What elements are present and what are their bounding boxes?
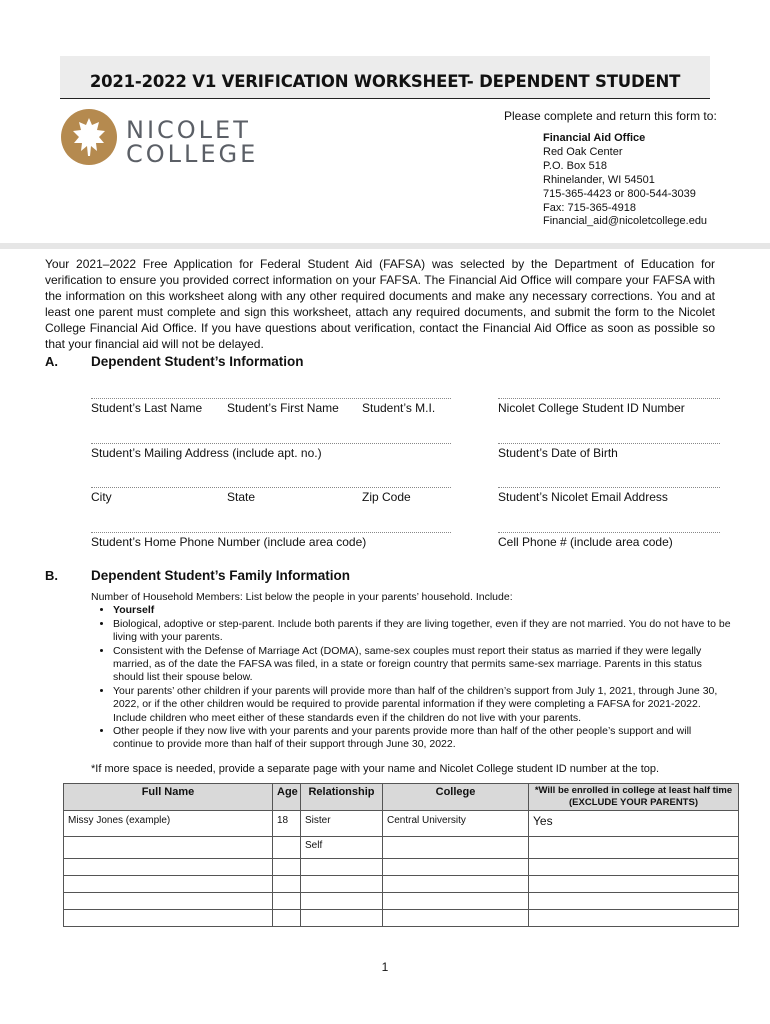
cell-college[interactable] — [383, 837, 529, 859]
page-title: 2021-2022 V1 VERIFICATION WORKSHEET- DEPENDENT STUDENT — [89, 72, 681, 91]
cell-relationship[interactable] — [301, 893, 383, 910]
household-bullet-list — [91, 604, 731, 751]
contact-po-box: P.O. Box 518 — [543, 159, 608, 172]
mi-label: Student’s M.I. — [362, 401, 436, 415]
cell-enrolled[interactable] — [529, 859, 739, 876]
return-instruction: Please complete and return this form to: — [504, 109, 717, 123]
household-table — [63, 783, 739, 927]
cell-enrolled[interactable]: Yes — [529, 811, 739, 837]
cell-age[interactable]: 18 — [273, 811, 301, 837]
table-row — [64, 811, 739, 837]
cell-name[interactable]: Missy Jones (example) — [64, 811, 273, 837]
address-label: Student’s Mailing Address (include apt. no.) — [91, 446, 322, 460]
cell-name[interactable] — [64, 837, 273, 859]
table-row — [64, 893, 739, 910]
col-header-enrolled-line2: (EXCLUDE YOUR PARENTS) — [569, 797, 698, 808]
cell-college[interactable]: Central University — [383, 811, 529, 837]
household-instructions — [91, 591, 731, 752]
section-b-letter: B. — [45, 568, 58, 583]
name-field-line[interactable] — [91, 398, 451, 399]
cell-name[interactable] — [64, 859, 273, 876]
cell-college[interactable] — [383, 859, 529, 876]
section-b-title: Dependent Student’s Family Information — [91, 568, 351, 583]
col-header-relationship: Relationship — [301, 784, 383, 811]
dob-field-line[interactable] — [498, 443, 720, 444]
contact-office: Financial Aid Office — [543, 132, 646, 144]
cell-enrolled[interactable] — [529, 837, 739, 859]
logo-text-nicolet: NICOLET — [126, 116, 251, 144]
student-id-field-line[interactable] — [498, 398, 720, 399]
cell-enrolled[interactable] — [529, 893, 739, 910]
cell-name[interactable] — [64, 876, 273, 893]
cell-college[interactable] — [383, 910, 529, 927]
first-name-label: Student’s First Name — [227, 401, 339, 415]
email-field-line[interactable] — [498, 487, 720, 488]
cell-name[interactable] — [64, 910, 273, 927]
section-a-letter: A. — [45, 354, 58, 369]
cell-relationship[interactable] — [301, 876, 383, 893]
cell-college[interactable] — [383, 876, 529, 893]
dob-label: Student’s Date of Birth — [498, 446, 618, 460]
cell-age[interactable] — [273, 910, 301, 927]
cell-college[interactable] — [383, 893, 529, 910]
zip-label: Zip Code — [362, 490, 411, 504]
city-state-zip-field-line[interactable] — [91, 487, 451, 488]
cell-relationship[interactable]: Sister — [301, 811, 383, 837]
table-row — [64, 859, 739, 876]
cell-enrolled[interactable] — [529, 876, 739, 893]
intro-paragraph: Your 2021–2022 Free Application for Federal Student Aid (FAFSA) was selected by the Department of Education for verification to ensure you provided correct information on your FAFSA. The Financial Aid Office will compare your FAFSA with the information on this worksheet along with any other required documents and make any necessary corrections. You and at least one parent must complete and sign this worksheet, attach any required documents, and submit the form to the Nicolet College Financial Aid Office. If you have questions about verification, contact the Financial Aid Office as soon as possible so that your financial aid will not be delayed. — [45, 257, 715, 352]
section-a-title: Dependent Student’s Information — [91, 354, 304, 369]
list-item: • Yourself — [113, 604, 731, 617]
contact-city: Rhinelander, WI 54501 — [543, 173, 655, 186]
email-label: Student’s Nicolet Email Address — [498, 490, 668, 504]
state-label: State — [227, 490, 256, 504]
cell-age[interactable] — [273, 837, 301, 859]
table-row — [64, 876, 739, 893]
contact-phone: 715-365-4423 or 800-544-3039 — [543, 187, 696, 200]
contact-block — [543, 132, 707, 229]
contact-building: Red Oak Center — [543, 145, 623, 158]
table-row — [64, 837, 739, 859]
list-item: • Other people if they now live with your parents and your parents provide more than half of the other people’s support and will continue to provide more than half of their support through June 30, 2022. — [113, 725, 731, 752]
cell-age[interactable] — [273, 893, 301, 910]
cell-enrolled[interactable] — [529, 910, 739, 927]
cell-name[interactable] — [64, 893, 273, 910]
cell-relationship[interactable]: Self — [301, 837, 383, 859]
col-header-college: College — [383, 784, 529, 811]
last-name-label: Student’s Last Name — [91, 401, 203, 415]
col-header-enrolled — [529, 784, 739, 811]
city-label: City — [91, 490, 112, 504]
list-item: • Consistent with the Defense of Marriage Act (DOMA), same-sex couples must report their status as married if they were legally married, as of the date the FAFSA was filed, in a state or foreign country that permits same-sex marriage. Parents in this status should list their spouse below. — [113, 645, 731, 685]
col-header-enrolled-line1: *Will be enrolled in college at least half time — [534, 785, 733, 796]
header-divider — [0, 243, 770, 249]
home-phone-label: Student’s Home Phone Number (include area code) — [91, 535, 367, 549]
home-phone-field-line[interactable] — [91, 532, 451, 533]
cell-relationship[interactable] — [301, 910, 383, 927]
col-header-full-name: Full Name — [64, 784, 273, 811]
space-note: *If more space is needed, provide a separate page with your name and Nicolet College student ID number at the top. — [91, 763, 660, 775]
oak-leaf-icon — [61, 109, 117, 165]
college-logo — [61, 109, 117, 165]
table-header-row — [64, 784, 739, 811]
list-item: • Biological, adoptive or step-parent. Include both parents if they are living together, even if they are not married. You do not have to be living with your parents. — [113, 618, 731, 645]
contact-fax: Fax: 715-365-4918 — [543, 201, 636, 214]
page-number: 1 — [381, 960, 389, 974]
household-intro: Number of Household Members: List below the people in your parents’ household. Include: — [91, 591, 513, 603]
cell-age[interactable] — [273, 859, 301, 876]
student-id-label: Nicolet College Student ID Number — [498, 401, 685, 415]
list-item: • Your parents’ other children if your parents will provide more than half of the children’s support from July 1, 2021, through June 30, 2022, or if the other children would be required to provide parental information if they were completing a FAFSA for 2021-2022. Include children who meet either of these standards even if the children do not live with your parents. — [113, 685, 731, 725]
contact-email[interactable]: Financial_aid@nicoletcollege.edu — [543, 215, 708, 228]
cell-age[interactable] — [273, 876, 301, 893]
table-row — [64, 910, 739, 927]
col-header-age: Age — [273, 784, 301, 811]
logo-text-college: COLLEGE — [126, 140, 259, 168]
cell-phone-label: Cell Phone # (include area code) — [498, 535, 673, 549]
cell-relationship[interactable] — [301, 859, 383, 876]
address-field-line[interactable] — [91, 443, 451, 444]
cell-phone-field-line[interactable] — [498, 532, 720, 533]
